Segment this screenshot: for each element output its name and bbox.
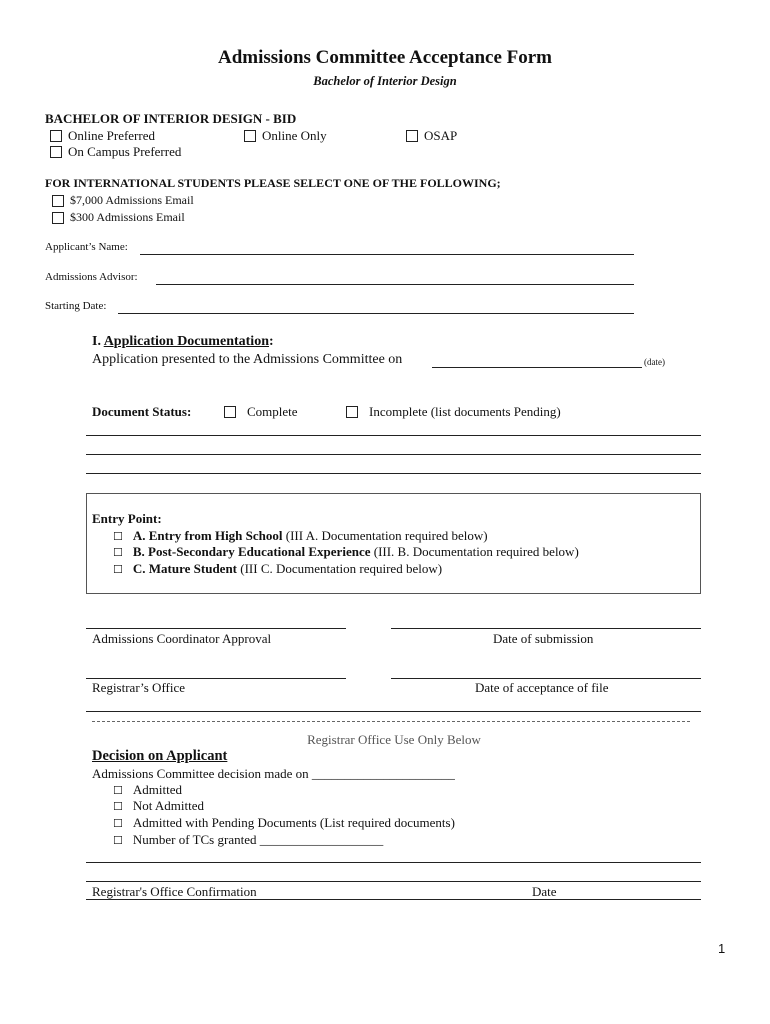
checkbox-complete[interactable] xyxy=(224,404,298,420)
option-label: Admitted xyxy=(132,782,182,797)
presented-date-field[interactable] xyxy=(432,367,642,368)
decision-heading: Decision on Applicant xyxy=(92,748,228,764)
option-label: Incomplete (list documents Pending) xyxy=(369,404,561,419)
confirmation-date-label: Date xyxy=(532,884,557,899)
checkbox-on-campus-preferred[interactable] xyxy=(50,144,181,160)
entry-letter: A. xyxy=(132,528,146,543)
pending-line[interactable] xyxy=(86,435,701,436)
date-acceptance-label: Date of acceptance of file xyxy=(475,680,609,695)
decision-not-admitted[interactable] xyxy=(113,798,204,814)
registrar-confirmation-label: Registrar's Office Confirmation xyxy=(92,884,257,899)
checkbox-icon[interactable]: ☐ xyxy=(113,800,123,813)
checkbox-icon[interactable]: ☐ xyxy=(113,546,123,559)
option-label: Admitted with Pending Documents (List required documents) xyxy=(132,815,455,830)
date-submission-label: Date of submission xyxy=(493,631,594,646)
option-label: $300 Admissions Email xyxy=(70,210,185,224)
registrar-signature-line[interactable] xyxy=(86,678,346,679)
coordinator-signature-line[interactable] xyxy=(86,628,346,629)
option-label: Number of TCs granted xyxy=(132,832,257,847)
pending-line[interactable] xyxy=(86,473,701,474)
option-label: On Campus Preferred xyxy=(68,144,182,159)
confirmation-top-line xyxy=(86,881,701,882)
form-subtitle: Bachelor of Interior Design xyxy=(313,74,457,88)
page-number: 1 xyxy=(718,941,726,956)
registrar-use-note: Registrar Office Use Only Below xyxy=(307,732,481,747)
acceptance-date-line[interactable] xyxy=(391,678,701,679)
presented-text: Application presented to the Admissions Committee on xyxy=(92,352,403,367)
entry-bold: Post-Secondary Educational Experience xyxy=(148,544,371,559)
checkbox-300-email[interactable] xyxy=(52,210,185,225)
admissions-advisor-label: Admissions Advisor: xyxy=(45,271,138,283)
checkbox-incomplete[interactable] xyxy=(346,404,561,420)
confirmation-bottom-line[interactable] xyxy=(86,899,701,900)
option-label: Online Preferred xyxy=(68,128,155,143)
checkbox-icon[interactable]: ☐ xyxy=(113,817,123,830)
entry-bold: Entry from High School xyxy=(148,528,283,543)
date-hint: (date) xyxy=(644,357,665,367)
decision-date-blank[interactable]: ______________________ xyxy=(311,766,455,781)
admissions-advisor-field[interactable] xyxy=(156,284,634,285)
applicant-name-field[interactable] xyxy=(140,254,634,255)
option-label: Online Only xyxy=(262,128,327,143)
entry-option-b[interactable] xyxy=(113,544,579,560)
entry-bold: Mature Student xyxy=(148,561,237,576)
decision-made-on xyxy=(92,766,455,782)
tcs-blank[interactable]: ___________________ xyxy=(259,832,384,847)
submission-date-line[interactable] xyxy=(391,628,701,629)
option-label: Not Admitted xyxy=(132,798,205,813)
entry-option-a[interactable] xyxy=(113,528,488,544)
program-heading: BACHELOR OF INTERIOR DESIGN - BID xyxy=(45,111,297,126)
checkbox-online-only[interactable] xyxy=(244,128,327,144)
registrar-label: Registrar’s Office xyxy=(92,680,186,695)
decision-admitted-pending[interactable] xyxy=(113,815,455,831)
checkbox-icon[interactable] xyxy=(50,146,62,158)
checkbox-icon[interactable]: ☐ xyxy=(113,563,123,576)
option-label: Complete xyxy=(247,404,298,419)
entry-letter: C. xyxy=(132,561,146,576)
checkbox-icon[interactable]: ☐ xyxy=(113,834,123,847)
section-title: Application Documentation xyxy=(103,334,269,349)
divider-line xyxy=(86,711,701,712)
section-heading xyxy=(92,334,274,350)
registrar-notes-line[interactable] xyxy=(86,862,701,863)
document-status-label: Document Status: xyxy=(92,404,192,419)
checkbox-icon[interactable]: ☐ xyxy=(113,784,123,797)
checkbox-icon[interactable] xyxy=(50,130,62,142)
entry-rest: (III. B. Documentation required below) xyxy=(370,544,579,559)
starting-date-label: Starting Date: xyxy=(45,300,107,312)
entry-rest: (III A. Documentation required below) xyxy=(282,528,488,543)
applicant-name-label: Applicant’s Name: xyxy=(45,241,128,253)
checkbox-osap[interactable] xyxy=(406,128,457,144)
international-heading: FOR INTERNATIONAL STUDENTS PLEASE SELECT ONE OF THE FOLLOWING; xyxy=(45,176,501,190)
starting-date-field[interactable] xyxy=(118,313,634,314)
entry-point-label: Entry Point: xyxy=(92,511,162,526)
checkbox-icon[interactable]: ☐ xyxy=(113,530,123,543)
checkbox-icon[interactable] xyxy=(52,212,64,224)
decision-tcs-granted[interactable] xyxy=(113,832,383,848)
checkbox-icon[interactable] xyxy=(224,406,236,418)
decision-text: Admissions Committee decision made on xyxy=(92,766,309,781)
option-label: OSAP xyxy=(424,128,458,143)
dashed-separator xyxy=(92,721,690,722)
section-colon: : xyxy=(268,334,274,349)
section-number: I. xyxy=(92,334,101,349)
checkbox-icon[interactable] xyxy=(52,195,64,207)
checkbox-icon[interactable] xyxy=(244,130,256,142)
checkbox-icon[interactable] xyxy=(406,130,418,142)
option-label: $7,000 Admissions Email xyxy=(70,193,194,207)
pending-line[interactable] xyxy=(86,454,701,455)
entry-rest: (III C. Documentation required below) xyxy=(237,561,443,576)
form-title: Admissions Committee Acceptance Form xyxy=(217,47,552,68)
checkbox-online-preferred[interactable] xyxy=(50,128,155,144)
decision-admitted[interactable] xyxy=(113,782,182,798)
coordinator-label: Admissions Coordinator Approval xyxy=(92,631,272,646)
checkbox-7000-email[interactable] xyxy=(52,193,194,208)
checkbox-icon[interactable] xyxy=(346,406,358,418)
entry-option-c[interactable] xyxy=(113,561,442,577)
entry-letter: B. xyxy=(132,544,145,559)
